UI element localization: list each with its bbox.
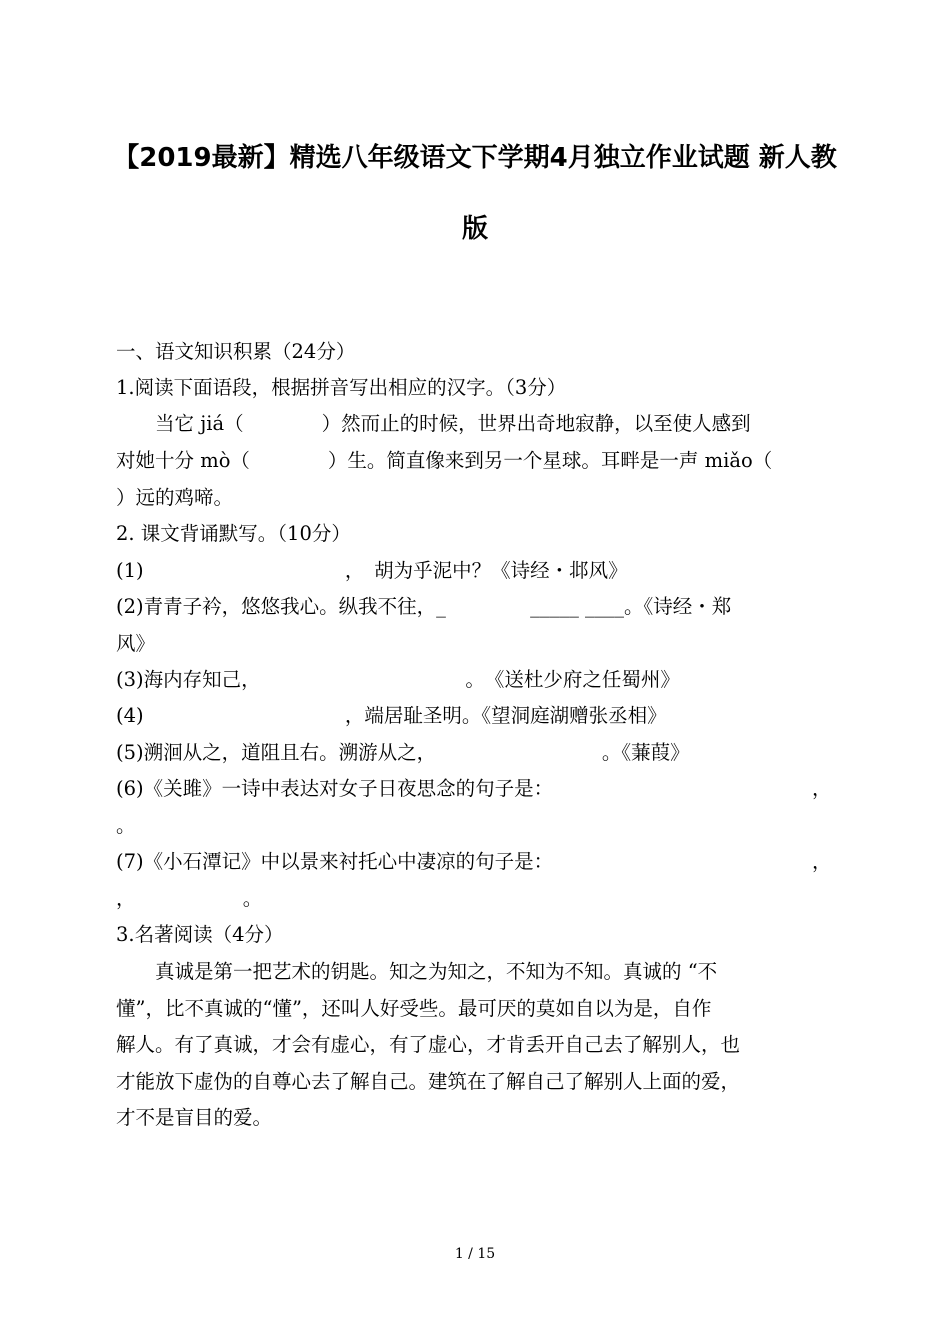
reading-passage-line: 真诚是第一把艺术的钥匙。知之为知之，不知为不知。真诚的 “不	[116, 960, 718, 983]
question-3-heading: 3.名著阅读（4分）	[116, 923, 284, 946]
recitation-item-3: (3)海内存知己， 。 《送杜少府之任蜀州》	[116, 668, 680, 691]
recitation-item-6-comma: ，	[812, 777, 832, 800]
recitation-item-7-comma: ，	[812, 850, 832, 873]
reading-passage-line: 才能放下虚伪的自尊心去了解自己。建筑在了解自己了解别人上面的爱，	[116, 1070, 741, 1093]
recitation-item-4: (4) ，端居耻圣明。《望洞庭湖赠张丞相》	[116, 704, 667, 727]
recitation-item-2-continued: 风》	[116, 632, 156, 655]
document-title-line-2: 版	[461, 214, 488, 244]
reading-passage-line: 懂”，比不真诚的“懂”，还叫人好受些。最可厌的莫如自以为是，自作	[116, 997, 712, 1020]
question-1-heading: 1.阅读下面语段，根据拼音写出相应的汉字。（3分）	[116, 376, 567, 399]
recitation-item-6: (6)《关雎》一诗中表达对女子日夜思念的句子是：	[116, 777, 554, 800]
reading-passage-line: 才不是盲目的爱。	[116, 1106, 273, 1129]
question-2-heading: 2. 课文背诵默写。（10分）	[116, 522, 351, 545]
recitation-item-6-continued: 。	[116, 814, 136, 837]
document-title-line-1: 【2019最新】精选八年级语文下学期4月独立作业试题 新人教	[113, 143, 837, 173]
page-number: 1 / 15	[454, 1246, 496, 1262]
question-1-text: 当它 jiá（ ）然而止的时候，世界出奇地寂静，以至使人感到	[116, 412, 751, 435]
recitation-item-2: (2)青青子衿，悠悠我心。纵我不往，_ _____ ____。《诗经・郑	[116, 595, 732, 618]
recitation-item-1: (1) ， 胡为乎泥中？《诗经・邶风》	[116, 559, 628, 582]
reading-passage-line: 解人。有了真诚，才会有虚心，有了虚心，才肯丢开自己去了解别人，也	[116, 1033, 741, 1056]
recitation-item-5: (5)溯洄从之，道阻且右。溯游从之， 。《蒹葭》	[116, 741, 690, 764]
question-1-text: 对她十分 mò（ ）生。简直像来到另一个星球。耳畔是一声 miǎo（	[116, 449, 773, 472]
section-heading-1: 一、语文知识积累（24分）	[116, 340, 356, 363]
recitation-item-7: (7)《小石潭记》中以景来衬托心中凄凉的句子是：	[116, 850, 554, 873]
question-1-text: ）远的鸡啼。	[116, 486, 234, 509]
recitation-item-7-continued: ， 。	[116, 887, 263, 910]
